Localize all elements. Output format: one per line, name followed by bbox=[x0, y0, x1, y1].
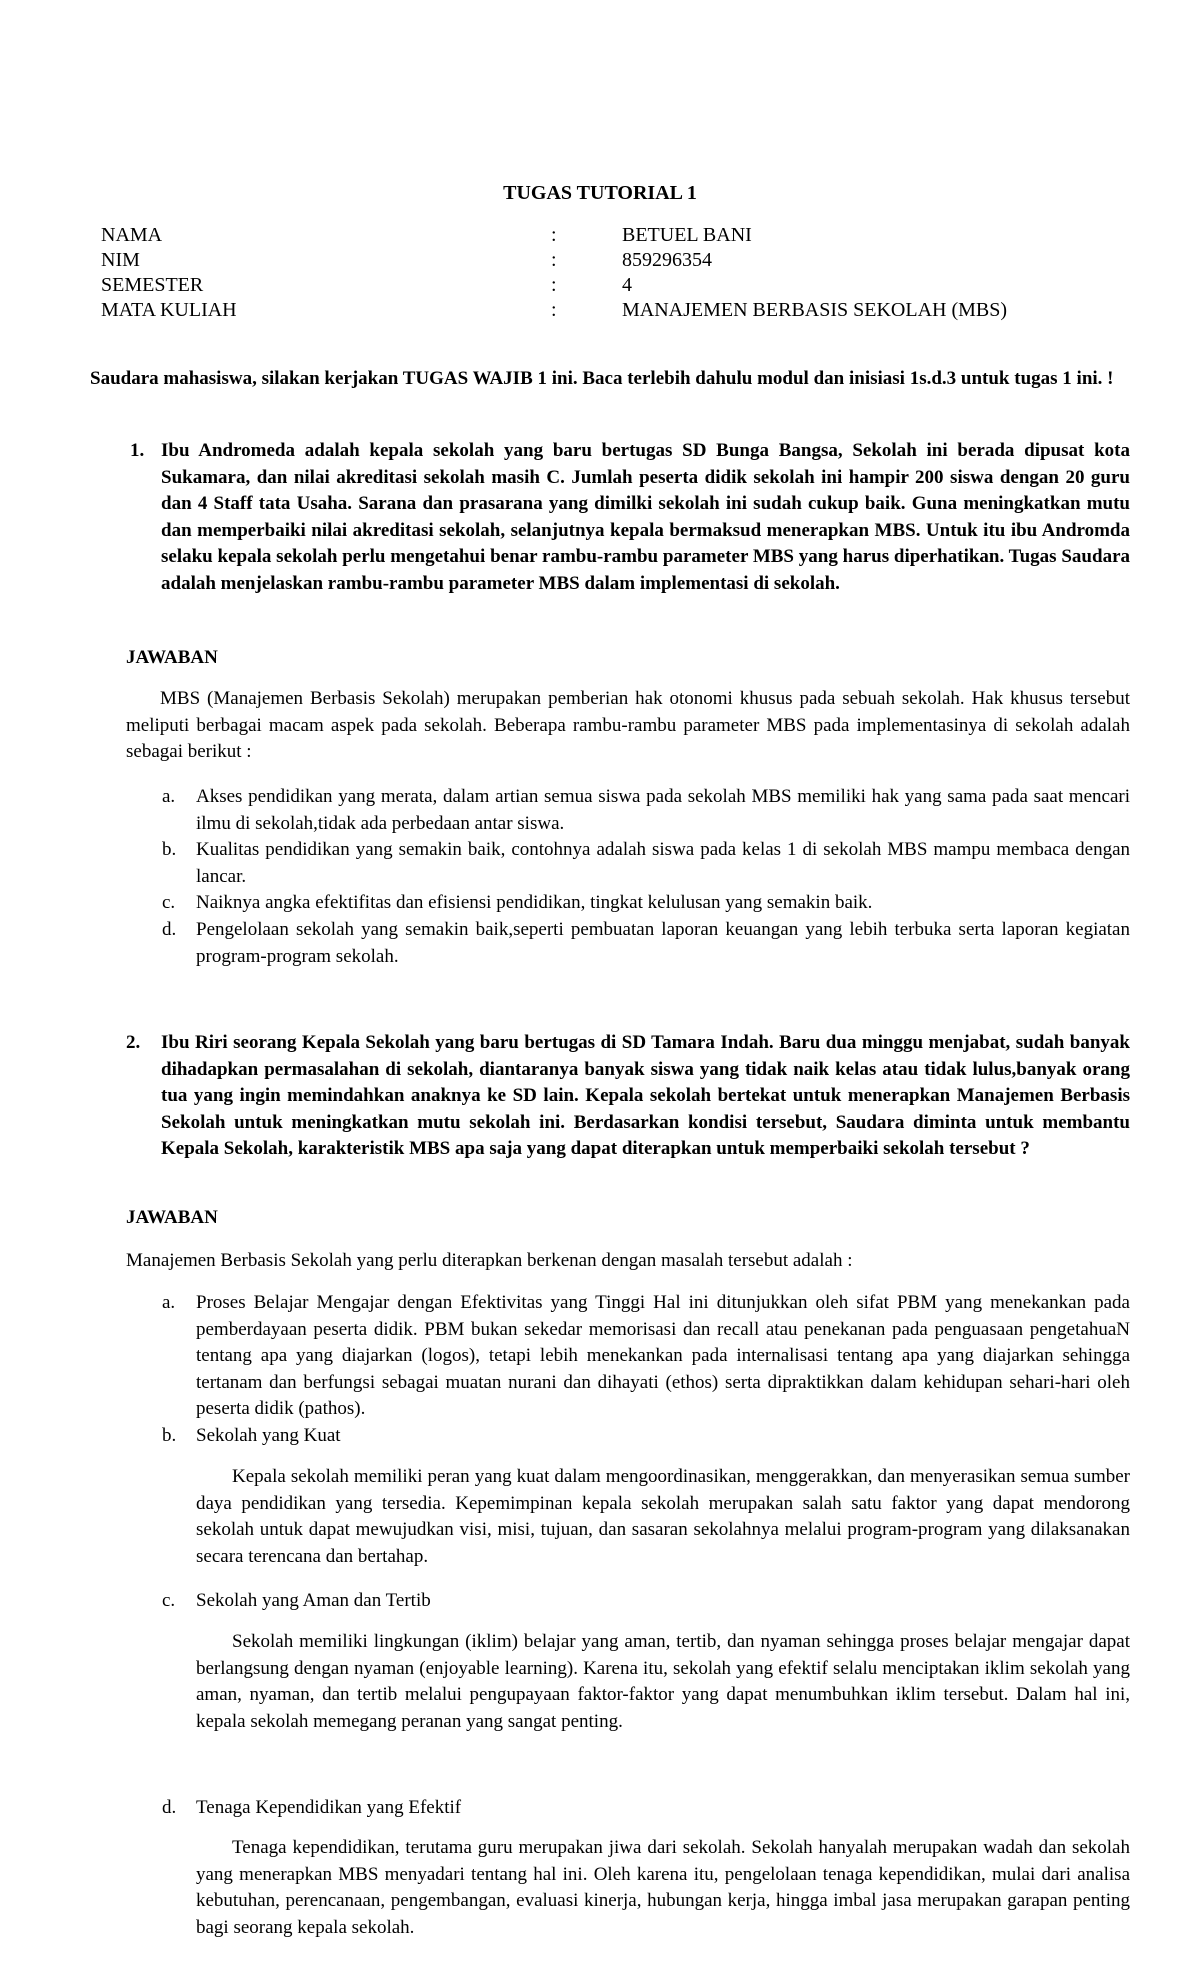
q2-item-d-title: Tenaga Kependidikan yang Efektif bbox=[196, 1797, 462, 1818]
q2-item-d-marker: d. bbox=[162, 1797, 177, 1818]
info-row-nim bbox=[101, 247, 1101, 273]
q2-item-b-marker: b. bbox=[162, 1425, 177, 1446]
q2-item-c-marker: c. bbox=[162, 1590, 176, 1611]
question-2-text: Ibu Riri seorang Kepala Sekolah yang baru bertugas di SD Tamara Indah. Baru dua minggu menjabat, sudah banyak dihadapkan permasalahan di sekolah, diantaranya banyak siswa yang tidak naik kelas atau tidak lulus,banyak orang tua yang ingin memindahkan anaknya ke SD lain. Kepala sekolah bertekat untuk menerapkan Manajemen Berbasis Sekolah untuk meningkatkan mutu sekolah ini. Berdasarkan kondisi tersebut, Saudara diminta untuk membantu Kepala Sekolah, karakteristik MBS apa saja yang dapat diterapkan untuk memperbaiki sekolah tersebut ? bbox=[161, 1032, 1130, 1159]
question-1-number: 1. bbox=[130, 440, 145, 461]
instruction-text: Saudara mahasiswa, silakan kerjakan TUGAS WAJIB 1 ini. Baca terlebih dahulu modul dan inisiasi 1s.d.3 untuk tugas 1 ini. ! bbox=[90, 368, 1114, 389]
q2-item-c-title: Sekolah yang Aman dan Tertib bbox=[196, 1590, 431, 1611]
info-row-semester bbox=[101, 272, 1101, 298]
q2-item-d-body: Tenaga kependidikan, terutama guru merupakan jiwa dari sekolah. Sekolah hanyalah merupakan wadah dan sekolah yang menerapkan MBS menyadari tentang hal ini. Oleh karena itu, pengelolaan tenaga kependidikan, mulai dari analisa kebutuhan, perencanaan, pengembangan, evaluasi kinerja, hubungan kerja, hingga imbal jasa merupakan garapan penting bagi seorang kepala sekolah. bbox=[196, 1837, 1130, 1938]
q2-item-c-body: Sekolah memiliki lingkungan (iklim) belajar yang aman, tertib, dan nyaman sehingga proses belajar mengajar dapat berlangsung dengan nyaman (enjoyable learning). Karena itu, sekolah yang efektif selalu menciptakan iklim sekolah yang aman, nyaman, dan tertib melalui pengupayaan faktor-faktor yang dapat menumbuhkan iklim tersebut. Dalam hal ini, kepala sekolah memegang peranan yang sangat penting. bbox=[196, 1631, 1130, 1732]
info-value: 859296354 bbox=[622, 249, 712, 271]
q2-item-b-title: Sekolah yang Kuat bbox=[196, 1425, 341, 1446]
q1-item-a-marker: a. bbox=[162, 786, 176, 807]
q2-answer-heading: JAWABAN bbox=[126, 1207, 218, 1228]
info-value: BETUEL BANI bbox=[622, 224, 752, 246]
info-colon: : bbox=[551, 299, 557, 321]
info-colon: : bbox=[551, 274, 557, 296]
info-row-mata-kuliah bbox=[101, 297, 1101, 323]
q1-item-d-text: Pengelolaan sekolah yang semakin baik,seperti pembuatan laporan keuangan yang lebih terbuka serta laporan kegiatan program-program sekolah. bbox=[196, 919, 1130, 967]
info-row-nama bbox=[101, 222, 1101, 248]
info-label: SEMESTER bbox=[101, 274, 204, 296]
info-value: 4 bbox=[622, 274, 632, 296]
info-label: NIM bbox=[101, 249, 140, 271]
q1-item-c-text: Naiknya angka efektifitas dan efisiensi pendidikan, tingkat kelulusan yang semakin baik. bbox=[196, 892, 873, 913]
info-colon: : bbox=[551, 224, 557, 246]
question-1-text: Ibu Andromeda adalah kepala sekolah yang baru bertugas SD Bunga Bangsa, Sekolah ini berada dipusat kota Sukamara, dan nilai akreditasi sekolah masih C. Jumlah peserta didik sekolah ini hampir 200 siswa dengan 20 guru dan 4 Staff tata Usaha. Sarana dan prasarana yang dimilki sekolah ini sudah cukup baik. Guna meningkatkan mutu dan memperbaiki nilai akreditasi sekolah, selanjutnya kepala bermaksud menerapkan MBS. Untuk itu ibu Andromda selaku kepala sekolah perlu mengetahui benar rambu-rambu parameter MBS yang harus diperhatikan. Tugas Saudara adalah menjelaskan rambu-rambu parameter MBS dalam implementasi di sekolah. bbox=[161, 440, 1130, 594]
q2-item-b-body: Kepala sekolah memiliki peran yang kuat dalam mengoordinasikan, menggerakkan, dan menyerasikan semua sumber daya pendidikan yang tersedia. Kepemimpinan kepala sekolah merupakan salah satu faktor yang dapat mendorong sekolah untuk dapat mewujudkan visi, misi, tujuan, dan sasaran sekolahnya melalui program-program yang dilaksanakan secara terencana dan bertahap. bbox=[196, 1466, 1130, 1567]
q1-answer-heading: JAWABAN bbox=[126, 647, 218, 668]
q1-answer-intro: MBS (Manajemen Berbasis Sekolah) merupakan pemberian hak otonomi khusus pada sebuah sekolah. Hak khusus tersebut meliputi berbagai macam aspek pada sekolah. Beberapa rambu-rambu parameter MBS pada implementasinya di sekolah adalah sebagai berikut : bbox=[126, 688, 1130, 762]
q2-answer-intro: Manajemen Berbasis Sekolah yang perlu diterapkan berkenan dengan masalah tersebut adalah : bbox=[126, 1250, 853, 1271]
q1-item-d-marker: d. bbox=[162, 919, 177, 940]
q2-item-a-text: Proses Belajar Mengajar dengan Efektivitas yang Tinggi Hal ini ditunjukkan oleh sifat PBM yang menekankan pada pemberdayaan peserta didik. PBM bukan sekedar memorisasi dan recall atau penekanan pada penguasaan pengetahuaN tentang apa yang diajarkan (logos), tetapi lebih menekankan pada internalisasi tentang apa yang diajarkan sehingga tertanam dan berfungsi sebagai muatan nurani dan dihayati (ethos) serta dipraktikkan dalam kehidupan sehari-hari oleh peserta didik (pathos). bbox=[196, 1292, 1130, 1419]
q1-item-c-marker: c. bbox=[162, 892, 176, 913]
q1-item-b-text: Kualitas pendidikan yang semakin baik, contohnya adalah siswa pada kelas 1 di sekolah MBS mampu membaca dengan lancar. bbox=[196, 839, 1130, 887]
info-label: MATA KULIAH bbox=[101, 299, 237, 321]
question-2-number: 2. bbox=[126, 1032, 141, 1053]
info-label: NAMA bbox=[101, 224, 163, 246]
q2-item-a-marker: a. bbox=[162, 1292, 176, 1313]
info-value: MANAJEMEN BERBASIS SEKOLAH (MBS) bbox=[622, 299, 1008, 321]
q1-item-b-marker: b. bbox=[162, 839, 177, 860]
q1-item-a-text: Akses pendidikan yang merata, dalam artian semua siswa pada sekolah MBS memiliki hak yang sama pada saat mencari ilmu di sekolah,tidak ada perbedaan antar siswa. bbox=[196, 786, 1130, 834]
info-colon: : bbox=[551, 249, 557, 271]
document-title: TUGAS TUTORIAL 1 bbox=[503, 182, 697, 204]
